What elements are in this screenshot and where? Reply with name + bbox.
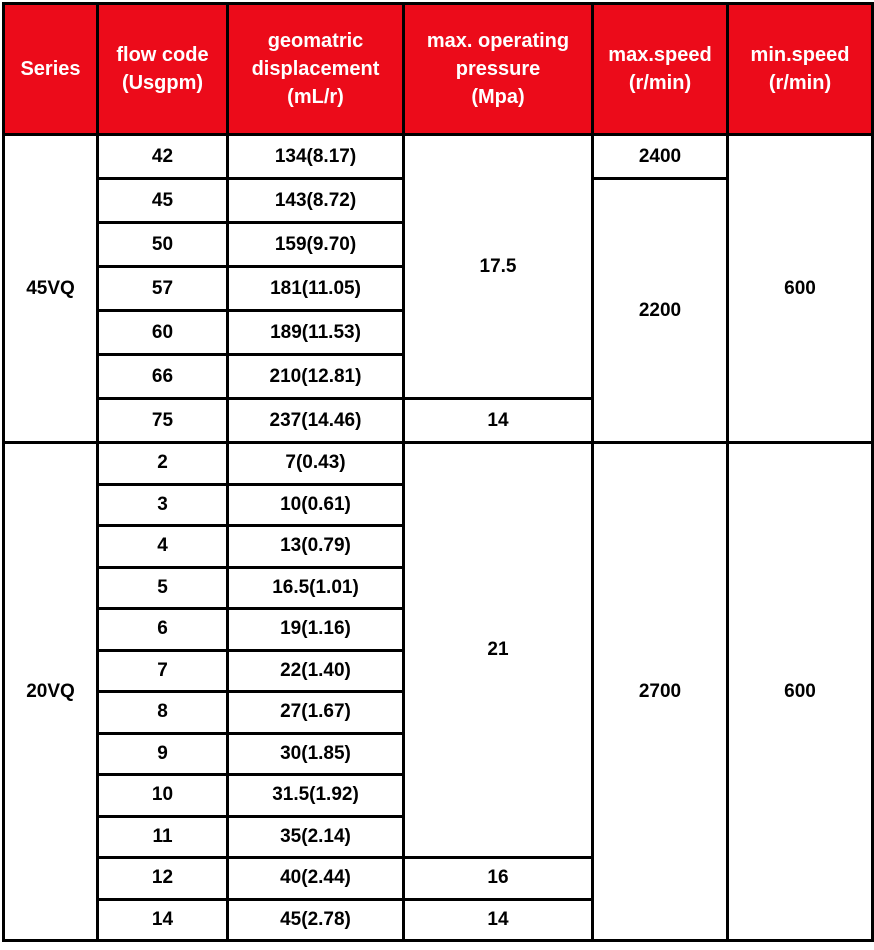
flow-code-cell: 9	[98, 733, 228, 775]
flow-code-cell: 45	[98, 179, 228, 223]
header-displacement: geomatric displacement (mL/r)	[228, 4, 404, 135]
displacement-cell: 13(0.79)	[228, 526, 404, 568]
table-row	[4, 443, 873, 485]
displacement-cell: 16.5(1.01)	[228, 567, 404, 609]
displacement-cell: 22(1.40)	[228, 650, 404, 692]
flow-code-cell: 4	[98, 526, 228, 568]
series-cell: 20VQ	[4, 443, 98, 941]
flow-code-cell: 7	[98, 650, 228, 692]
pressure-cell: 21	[404, 443, 593, 858]
displacement-cell: 10(0.61)	[228, 484, 404, 526]
header-max-speed: max.speed (r/min)	[593, 4, 728, 135]
flow-code-cell: 3	[98, 484, 228, 526]
pressure-cell: 14	[404, 399, 593, 443]
displacement-cell: 189(11.53)	[228, 311, 404, 355]
max-speed-cell: 2700	[593, 443, 728, 941]
displacement-cell: 181(11.05)	[228, 267, 404, 311]
displacement-cell: 134(8.17)	[228, 135, 404, 179]
displacement-cell: 45(2.78)	[228, 899, 404, 941]
displacement-cell: 30(1.85)	[228, 733, 404, 775]
header-series: Series	[4, 4, 98, 135]
displacement-cell: 159(9.70)	[228, 223, 404, 267]
displacement-cell: 27(1.67)	[228, 692, 404, 734]
flow-code-cell: 11	[98, 816, 228, 858]
table-row	[4, 135, 873, 179]
header-min-speed: min.speed (r/min)	[728, 4, 873, 135]
flow-code-cell: 2	[98, 443, 228, 485]
flow-code-cell: 60	[98, 311, 228, 355]
flow-code-cell: 8	[98, 692, 228, 734]
header-max-pressure: max. operating pressure (Mpa)	[404, 4, 593, 135]
series-cell: 45VQ	[4, 135, 98, 443]
displacement-cell: 35(2.14)	[228, 816, 404, 858]
flow-code-cell: 75	[98, 399, 228, 443]
flow-code-cell: 6	[98, 609, 228, 651]
header-flow-code: flow code (Usgpm)	[98, 4, 228, 135]
displacement-cell: 19(1.16)	[228, 609, 404, 651]
displacement-cell: 40(2.44)	[228, 858, 404, 900]
pressure-cell: 17.5	[404, 135, 593, 399]
min-speed-cell: 600	[728, 443, 873, 941]
pressure-cell: 16	[404, 858, 593, 900]
pressure-cell: 14	[404, 899, 593, 941]
flow-code-cell: 66	[98, 355, 228, 399]
displacement-cell: 237(14.46)	[228, 399, 404, 443]
flow-code-cell: 14	[98, 899, 228, 941]
min-speed-cell: 600	[728, 135, 873, 443]
flow-code-cell: 50	[98, 223, 228, 267]
displacement-cell: 143(8.72)	[228, 179, 404, 223]
displacement-cell: 7(0.43)	[228, 443, 404, 485]
displacement-cell: 31.5(1.92)	[228, 775, 404, 817]
flow-code-cell: 57	[98, 267, 228, 311]
displacement-cell: 210(12.81)	[228, 355, 404, 399]
flow-code-cell: 10	[98, 775, 228, 817]
vane-pump-spec-table	[2, 2, 874, 942]
flow-code-cell: 42	[98, 135, 228, 179]
max-speed-cell: 2400	[593, 135, 728, 179]
header-row	[4, 4, 873, 135]
flow-code-cell: 12	[98, 858, 228, 900]
flow-code-cell: 5	[98, 567, 228, 609]
max-speed-cell: 2200	[593, 179, 728, 443]
